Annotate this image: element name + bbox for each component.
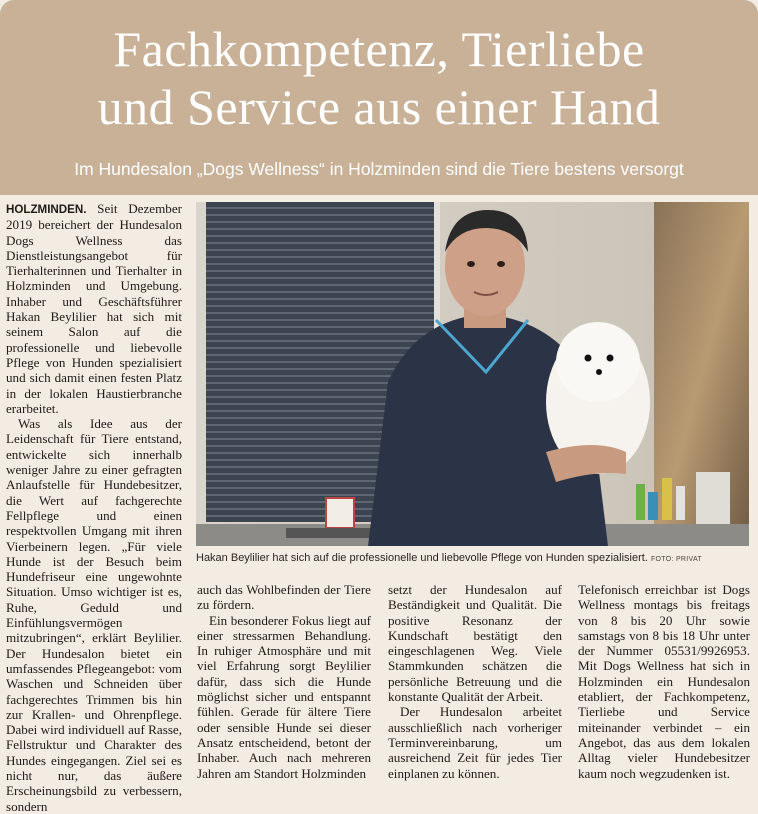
article-column-4 — [578, 582, 750, 792]
product-dispenser — [696, 472, 730, 524]
paragraph-7: Telefonisch erreichbar ist Dogs Wellness montags bis freitags von 8 bis 20 Uhr sowie samstags von 8 bis 18 Uhr unter der Nummer 05531/9926953. Mit Dogs Wellness hat sich in Holzminden ein Hundesalon etabliert, der Fachkompetenz, Tierliebe und Service miteinander verbindet – ein Angebot, das aus dem lokalen Alltag vieler Hundebesitzer kaum noch wegzudenken ist. — [578, 582, 750, 781]
subtitle: Im Hundesalon „Dogs Wellness“ in Holzminden sind die Tiere bestens versorgt — [74, 159, 684, 179]
product-bottle — [326, 498, 354, 528]
photo-caption — [196, 551, 756, 567]
article-column-2 — [197, 582, 371, 792]
paragraph-1: Seit Dezember 2019 bereichert der Hundesalon Dogs Wellness das Dienstleistungsangebot für Tierhalterinnen und Tierhalter in Holzminden und Umgebung. Inhaber und Geschäftsführer Hakan Beylilier hat sich mit seinem Salon auf die professionelle und liebevolle Pflege von Hunden spezialisiert und sich damit einen festen Platz in der lokalen Haustierbranche erarbeitet. — [6, 201, 182, 416]
paragraph-3: auch das Wohlbefinden der Tiere zu fördern. — [197, 582, 371, 613]
headline-banner — [0, 0, 758, 195]
headline-line-2: und Service aus einer Hand — [97, 79, 661, 135]
photo-illustration — [196, 202, 749, 546]
paragraph-2: Was als Idee aus der Leidenschaft für Tiere entstand, entwickelte sich innerhalb weniger Jahre zu einer gefragten Anlaufstelle für Hundebesitzer, die Wert auf fachgerechte Fellpflege und einen respektvollen Umgang mit ihren Vierbeinern legen. „Für viele Hunde ist der Besuch beim Hundefriseur eine ungewohnte Situation. Umso wichtiger ist es, Ruhe, Geduld und Einfühlungsvermögen mitzubringen“, erklärt Beylilier. Der Hundesalon bietet ein umfassendes Pflegeangebot: vom Waschen und Schneiden über fachgerechtes Trimmen bis hin zur Krallen- und Ohrenpflege. Dabei wird individuell auf Rasse, Fellstruktur und Charakter des Hundes eingegangen. Ziel sei es nicht nur, das äußere Erscheinungsbild zu verbessern, sondern — [6, 416, 182, 814]
article-column-1 — [6, 201, 182, 814]
caption-text: Hakan Beylilier hat sich auf die professionelle und liebevolle Pflege von Hunden spezialisiert. — [196, 552, 648, 564]
dateline: HOLZMINDEN. — [6, 203, 87, 216]
headline-line-1: Fachkompetenz, Tierliebe — [113, 21, 645, 77]
article-column-3 — [388, 582, 562, 792]
photo-credit: FOTO: PRIVAT — [650, 556, 703, 563]
headline — [0, 20, 758, 136]
paragraph-4: Ein besonderer Fokus liegt auf einer stressarmen Behandlung. In ruhiger Atmosphäre und mit viel Erfahrung sorgt Beylilier dafür, dass sich die Hunde möglichst sicher und entspannt fühlen. Gerade für ältere Tiere oder sensible Hunde sei dieser Ansatz entscheidend, betont der Inhaber. Auch nach mehreren Jahren am Standort Holzminden — [197, 612, 371, 781]
paragraph-6: Der Hundesalon arbeitet ausschließlich nach vorheriger Terminvereinbarung, um ausreichend Zeit für jedes Tier einplanen zu können. — [388, 704, 562, 781]
article-photo — [196, 202, 749, 546]
paragraph-5: setzt der Hundesalon auf Beständigkeit und Qualität. Die positive Resonanz der Kundschaft bestätigt den eingeschlagenen Weg. Viele Stammkunden schätzen die persönliche Betreuung und die konstante Qualität der Arbeit. — [388, 582, 562, 705]
